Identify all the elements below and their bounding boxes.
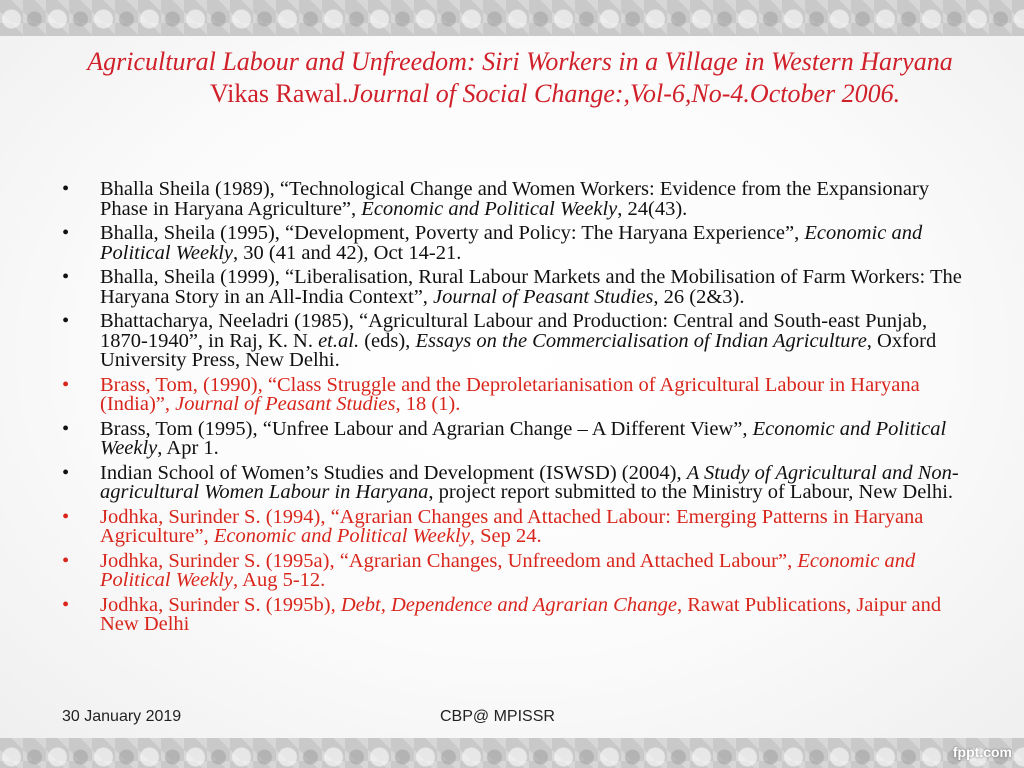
bullet-icon: • xyxy=(62,178,70,200)
reference-italic-text: A Study of Agricultural and Non-agricultural Women Labour in Haryana xyxy=(100,461,959,503)
reference-italic-text: Economic and Political Weekly xyxy=(100,417,947,459)
title-author: Vikas Rawal. xyxy=(209,79,349,108)
reference-text: , Sep 24. xyxy=(469,525,542,547)
reference-italic-text: Economic and Political Weekly xyxy=(100,222,923,264)
reference-text: Jodhka, Surinder S. (1995b), xyxy=(100,593,341,616)
reference-italic-text: Economic and Political Weekly xyxy=(213,525,470,547)
bullet-icon: • xyxy=(62,310,70,332)
reference-item xyxy=(62,461,967,503)
reference-item xyxy=(62,268,967,307)
reference-italic-text: et.al. xyxy=(318,329,360,352)
reference-text: Brass, Tom (1995), “Unfree Labour and Agrarian Change – A Different View”, xyxy=(100,417,753,440)
reference-item xyxy=(62,224,967,263)
reference-item xyxy=(62,505,967,547)
reference-item xyxy=(62,593,967,635)
bullet-icon: • xyxy=(62,417,70,440)
reference-text: Bhalla Sheila (1989), “Technological Change and Women Workers: Evidence from the Expansionary Phase in Haryana Agriculture”, xyxy=(100,178,930,220)
reference-text: Bhattacharya, Neeladri (1985), “Agricultural Labour and Production: Central and South-east Punjab, 1870-1940”, in Raj, K. N. xyxy=(100,310,928,352)
bullet-icon: • xyxy=(62,549,70,572)
reference-italic-text: Journal of Peasant Studies xyxy=(175,393,396,415)
reference-text: , 30 (41 and 42), Oct 14-21. xyxy=(233,241,462,264)
reference-text: Bhalla, Sheila (1999), “Liberalisation, Rural Labour Markets and the Mobilisation of Farm Workers: The Haryana Story in an All-India Context”, xyxy=(100,266,962,308)
reference-italic-text: Debt, Dependence and Agrarian Change xyxy=(340,593,677,616)
title-journal: Journal of Social Change:,Vol-6,No-4.October 2006. xyxy=(348,79,901,108)
bullet-icon: • xyxy=(62,505,70,528)
reference-text: Jodhka, Surinder S. (1994), “Agrarian Changes and Attached Labour: Emerging Patterns in Haryana Agriculture”, xyxy=(100,505,924,547)
reference-text: , Oxford University Press, New Delhi. xyxy=(100,329,937,371)
footer-center-text: CBP@ MPISSR xyxy=(440,708,555,725)
bullet-icon: • xyxy=(62,461,70,484)
bullet-icon: • xyxy=(62,266,70,288)
reference-item xyxy=(62,373,967,415)
reference-item xyxy=(62,312,967,371)
reference-text: Jodhka, Surinder S. (1995a), “Agrarian Changes, Unfreedom and Attached Labour”, xyxy=(100,549,798,572)
title-line: Agricultural Labour and Unfreedom: Siri Workers in a Village in Western Haryana xyxy=(87,47,953,76)
reference-item xyxy=(62,180,967,219)
bullet-icon: • xyxy=(62,222,70,244)
bottom-decorative-band xyxy=(0,738,1024,768)
reference-text: , 24(43). xyxy=(617,197,688,220)
reference-text: , project report submitted to the Ministry of Labour, New Delhi. xyxy=(428,481,954,503)
reference-text: , Aug 5-12. xyxy=(233,569,326,591)
title-citation xyxy=(20,78,1020,110)
reference-item xyxy=(62,417,967,459)
slide-title xyxy=(20,46,1020,110)
reference-list xyxy=(62,180,967,640)
footer-date: 30 January 2019 xyxy=(62,708,182,725)
reference-italic-text: Journal of Peasant Studies xyxy=(433,285,654,308)
reference-text: Brass, Tom, (1990), “Class Struggle and the Deproletarianisation of Agricultural Labour in Haryana (India)”, xyxy=(100,373,920,415)
reference-italic-text: Essays on the Commercialisation of Indian Agriculture xyxy=(415,329,867,352)
top-decorative-band xyxy=(0,0,1024,36)
reference-text: (eds), xyxy=(359,329,416,352)
reference-italic-text: Economic and Political Weekly xyxy=(361,197,618,220)
reference-text: Bhalla, Sheila (1995), “Development, Poverty and Policy: The Haryana Experience”, xyxy=(100,222,805,244)
reference-text: , Rawat Publications, Jaipur and New Delhi xyxy=(100,593,942,635)
reference-text: , 18 (1). xyxy=(395,393,461,415)
reference-text: Indian School of Women’s Studies and Development (ISWSD) (2004), xyxy=(100,461,687,484)
reference-text: , 26 (2&3). xyxy=(653,285,745,308)
reference-text: , Apr 1. xyxy=(157,437,219,459)
reference-item xyxy=(62,549,967,591)
slide xyxy=(0,36,1024,738)
brand-watermark: fppt.com xyxy=(952,744,1012,760)
bullet-icon: • xyxy=(62,373,70,396)
reference-italic-text: Economic and Political Weekly xyxy=(100,549,916,591)
bullet-icon: • xyxy=(62,593,70,616)
